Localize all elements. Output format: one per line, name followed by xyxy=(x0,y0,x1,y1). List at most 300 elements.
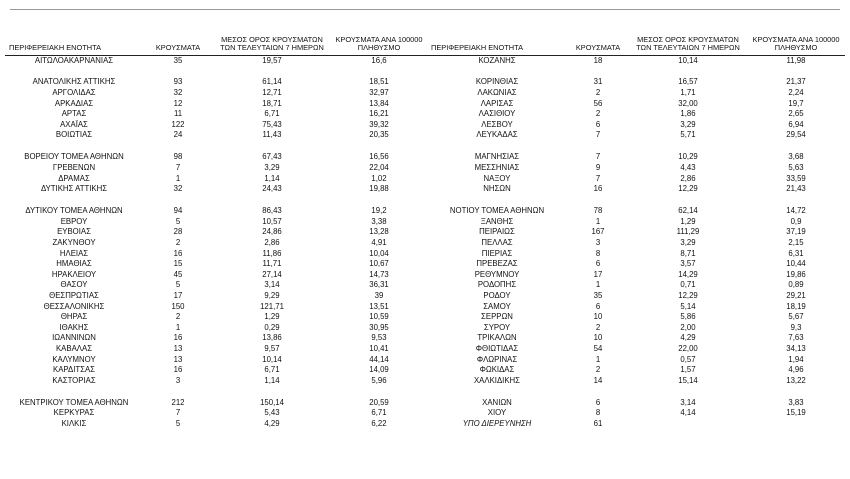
table-row xyxy=(5,163,845,174)
left-cases-cell: 16 xyxy=(173,365,183,375)
spacer-row xyxy=(5,195,845,206)
cases-by-region-table xyxy=(5,27,845,429)
table-row xyxy=(5,419,845,430)
right-per100k-cell: 29,54 xyxy=(786,130,806,140)
right-cases-cell: 7 xyxy=(595,173,601,183)
right-per100k-cell xyxy=(747,419,845,430)
left-region-cell: ΒΟΡΕΙΟΥ ΤΟΜΕΑ ΑΘΗΝΩΝ xyxy=(24,152,124,162)
spacer-row xyxy=(5,66,845,77)
right-per100k-cell: 3,68 xyxy=(788,152,804,162)
right-cases-cell: 1 xyxy=(595,216,601,226)
left-cases-cell: 5 xyxy=(175,280,181,290)
right-region-cell: ΚΟΡΙΝΘΙΑΣ xyxy=(475,77,519,87)
left-cases-cell: 98 xyxy=(173,152,183,162)
right-region-cell: ΧΑΛΚΙΔΙΚΗΣ xyxy=(473,375,520,385)
table-row xyxy=(5,88,845,99)
left-region-cell: ΘΗΡΑΣ xyxy=(60,312,88,322)
right-cases-cell: 16 xyxy=(593,184,603,194)
right-cases-cell: 8 xyxy=(595,248,601,258)
header-region-right: ΠΕΡΙΦΕΡΕΙΑΚΗ ΕΝΟΤΗΤΑ xyxy=(427,27,567,55)
right-per100k-cell: 15,19 xyxy=(786,408,806,418)
left-avg7-cell: 61,14 xyxy=(262,77,282,87)
left-region-cell: ΑΡΤΑΣ xyxy=(61,109,87,119)
header-avg7-left: ΜΕΣΟΣ ΟΡΟΣ ΚΡΟΥΣΜΑΤΩΝ ΤΩΝ ΤΕΛΕΥΤΑΙΩΝ 7 ΗΜΕΡΩΝ xyxy=(213,27,331,55)
right-cases-cell: 1 xyxy=(595,280,601,290)
right-cases-cell: 1 xyxy=(595,354,601,364)
table-row xyxy=(5,120,845,131)
right-per100k-cell: 11,98 xyxy=(786,55,806,65)
right-region-cell: ΛΑΡΙΣΑΣ xyxy=(480,98,514,108)
left-avg7-cell: 18,71 xyxy=(262,98,282,108)
header-cases-left: ΚΡΟΥΣΜΑΤΑ xyxy=(143,27,213,55)
spacer-cell xyxy=(5,66,845,77)
left-per100k-cell: 6,22 xyxy=(371,418,387,428)
right-avg7-cell: 1,29 xyxy=(680,216,696,226)
right-region-cell: ΡΕΘΥΜΝΟΥ xyxy=(474,269,520,279)
left-region-cell: ΕΥΒΟΙΑΣ xyxy=(57,227,91,237)
right-per100k-cell: 6,94 xyxy=(788,119,804,129)
right-region-cell: ΦΘΙΩΤΙΔΑΣ xyxy=(475,343,519,353)
left-avg7-cell: 3,14 xyxy=(264,280,280,290)
right-region-cell: ΠΡΕΒΕΖΑΣ xyxy=(476,259,518,269)
left-region-cell: ΑΡΓΟΛΙΔΑΣ xyxy=(52,88,96,98)
right-cases-cell: 7 xyxy=(595,152,601,162)
header-cases-right: ΚΡΟΥΣΜΑΤΑ xyxy=(567,27,629,55)
right-avg7-cell: 12,29 xyxy=(678,184,698,194)
table-row xyxy=(5,227,845,238)
right-avg7-cell: 5,86 xyxy=(680,312,696,322)
right-cases-cell: 2 xyxy=(595,322,601,332)
left-avg7-cell: 19,57 xyxy=(262,55,282,65)
right-cases-cell: 54 xyxy=(593,343,603,353)
right-avg7-cell: 8,71 xyxy=(680,248,696,258)
right-per100k-cell: 13,22 xyxy=(786,375,806,385)
left-region-cell: ΘΑΣΟΥ xyxy=(60,280,88,290)
left-region-cell: ΚΑΒΑΛΑΣ xyxy=(55,343,93,353)
right-per100k-cell: 5,67 xyxy=(788,312,804,322)
left-per100k-cell: 5,96 xyxy=(371,375,387,385)
right-cases-cell: 35 xyxy=(593,290,603,300)
left-cases-cell: 2 xyxy=(175,312,181,322)
right-region-cell: ΝΑΞΟΥ xyxy=(483,173,511,183)
left-avg7-cell: 1,14 xyxy=(264,173,280,183)
right-per100k-cell: 18,19 xyxy=(786,301,806,311)
left-avg7-cell: 13,86 xyxy=(262,333,282,343)
left-region-cell: ΚΑΣΤΟΡΙΑΣ xyxy=(52,375,96,385)
left-cases-cell: 11 xyxy=(173,109,183,119)
left-avg7-cell: 5,43 xyxy=(264,408,280,418)
table-row xyxy=(5,184,845,195)
table-row xyxy=(5,270,845,281)
left-per100k-cell: 10,59 xyxy=(369,312,389,322)
left-per100k-cell: 16,56 xyxy=(369,152,389,162)
right-cases-cell: 31 xyxy=(593,77,603,87)
left-avg7-cell: 86,43 xyxy=(262,206,282,216)
left-per100k-cell: 32,97 xyxy=(369,88,389,98)
left-region-cell: ΙΩΑΝΝΙΝΩΝ xyxy=(52,333,96,343)
left-cases-cell: 3 xyxy=(175,375,181,385)
left-avg7-cell: 11,86 xyxy=(262,248,282,258)
right-avg7-cell: 111,29 xyxy=(676,227,700,237)
left-cases-cell: 13 xyxy=(173,354,183,364)
right-region-cell: ΛΑΚΩΝΙΑΣ xyxy=(477,88,517,98)
left-region-cell: ΘΕΣΠΡΩΤΙΑΣ xyxy=(49,290,99,300)
left-cases-cell: 15 xyxy=(173,259,183,269)
right-region-cell: ΠΙΕΡΙΑΣ xyxy=(481,248,513,258)
right-per100k-cell: 1,94 xyxy=(788,354,804,364)
left-per100k-cell: 9,53 xyxy=(371,333,387,343)
right-per100k-cell: 34,13 xyxy=(786,343,806,353)
table-row xyxy=(5,365,845,376)
right-region-cell: ΝΟΤΙΟΥ ΤΟΜΕΑ ΑΘΗΝΩΝ xyxy=(449,206,545,216)
right-region-cell: ΦΩΚΙΔΑΣ xyxy=(479,365,515,375)
table-row xyxy=(5,130,845,141)
right-avg7-cell: 4,29 xyxy=(680,333,696,343)
left-avg7-cell: 3,29 xyxy=(264,163,280,173)
cases-table-container xyxy=(0,27,850,429)
left-cases-cell: 212 xyxy=(171,397,185,407)
left-avg7-cell: 67,43 xyxy=(262,152,282,162)
left-per100k-cell: 19,88 xyxy=(369,184,389,194)
left-per100k-cell: 36,31 xyxy=(369,280,389,290)
table-row xyxy=(5,333,845,344)
table-row xyxy=(5,77,845,88)
left-region-cell: ΗΛΕΙΑΣ xyxy=(59,248,89,258)
right-cases-cell: 9 xyxy=(595,163,601,173)
header-avg7-right: ΜΕΣΟΣ ΟΡΟΣ ΚΡΟΥΣΜΑΤΩΝ ΤΩΝ ΤΕΛΕΥΤΑΙΩΝ 7 ΗΜΕΡΩΝ xyxy=(629,27,747,55)
right-region-cell: ΦΛΩΡΙΝΑΣ xyxy=(476,354,518,364)
left-per100k-cell: 10,41 xyxy=(369,343,389,353)
right-avg7-cell: 5,71 xyxy=(680,130,696,140)
right-region-cell: ΛΕΣΒΟΥ xyxy=(481,119,513,129)
right-cases-cell: 2 xyxy=(595,109,601,119)
right-per100k-cell: 21,43 xyxy=(786,184,806,194)
left-cases-cell: 1 xyxy=(175,173,181,183)
right-per100k-cell: 5,63 xyxy=(788,163,804,173)
left-cases-cell: 32 xyxy=(173,184,183,194)
left-cases-cell: 28 xyxy=(173,227,183,237)
left-cases-cell: 1 xyxy=(175,322,181,332)
left-avg7-cell: 24,43 xyxy=(262,184,282,194)
right-region-cell: ΤΡΙΚΑΛΩΝ xyxy=(477,333,517,343)
left-avg7-cell: 11,71 xyxy=(262,259,282,269)
left-per100k-cell: 14,73 xyxy=(369,269,389,279)
left-cases-cell: 7 xyxy=(175,408,181,418)
left-avg7-cell: 24,86 xyxy=(262,227,282,237)
right-avg7-cell: 10,29 xyxy=(678,152,698,162)
right-region-cell: ΧΑΝΙΩΝ xyxy=(482,397,512,407)
table-row xyxy=(5,152,845,163)
top-rule xyxy=(10,9,840,10)
left-per100k-cell: 10,04 xyxy=(369,248,389,258)
left-region-cell: ΑΝΑΤΟΛΙΚΗΣ ΑΤΤΙΚΗΣ xyxy=(32,77,116,87)
left-per100k-cell: 3,38 xyxy=(371,216,387,226)
right-region-cell: ΞΑΝΘΗΣ xyxy=(480,216,514,226)
right-avg7-cell: 2,00 xyxy=(680,322,696,332)
left-avg7-cell: 9,57 xyxy=(264,343,280,353)
right-per100k-cell: 2,15 xyxy=(788,237,804,247)
spacer-row xyxy=(5,386,845,397)
table-row xyxy=(5,249,845,260)
left-cases-cell: 13 xyxy=(173,343,183,353)
left-region-cell: ΚΕΝΤΡΙΚΟΥ ΤΟΜΕΑ ΑΘΗΝΩΝ xyxy=(19,397,129,407)
table-row xyxy=(5,302,845,313)
left-cases-cell: 5 xyxy=(175,418,181,428)
left-cases-cell: 24 xyxy=(173,130,183,140)
left-cases-cell: 5 xyxy=(175,216,181,226)
left-region-cell: ΚΙΛΚΙΣ xyxy=(61,418,87,428)
right-region-cell: ΜΕΣΣΗΝΙΑΣ xyxy=(474,163,520,173)
table-row xyxy=(5,344,845,355)
right-cases-cell: 14 xyxy=(593,375,603,385)
right-avg7-cell: 5,14 xyxy=(680,301,696,311)
table-row xyxy=(5,280,845,291)
left-cases-cell: 45 xyxy=(173,269,183,279)
right-region-cell: ΧΙΟΥ xyxy=(487,408,507,418)
right-per100k-cell: 9,3 xyxy=(790,322,802,332)
left-avg7-cell: 0,29 xyxy=(264,322,280,332)
table-row xyxy=(5,174,845,185)
left-region-cell: ΑΧΑΪΑΣ xyxy=(60,119,88,129)
right-cases-cell: 2 xyxy=(595,365,601,375)
left-avg7-cell: 27,14 xyxy=(262,269,282,279)
left-per100k-cell: 16,21 xyxy=(369,109,389,119)
header-per100k-left: ΚΡΟΥΣΜΑΤΑ ΑΝΑ 100000 ΠΛΗΘΥΣΜΟ xyxy=(331,27,427,55)
right-avg7-cell: 4,14 xyxy=(680,408,696,418)
left-region-cell: ΖΑΚΥΝΘΟΥ xyxy=(52,237,96,247)
right-per100k-cell: 4,96 xyxy=(788,365,804,375)
right-avg7-cell: 1,57 xyxy=(680,365,696,375)
left-cases-cell: 94 xyxy=(173,206,183,216)
table-row xyxy=(5,55,845,66)
left-region-cell: ΚΑΡΔΙΤΣΑΣ xyxy=(53,365,95,375)
right-per100k-cell: 7,63 xyxy=(788,333,804,343)
left-cases-cell: 93 xyxy=(173,77,183,87)
right-avg7-cell: 4,43 xyxy=(680,163,696,173)
table-row xyxy=(5,376,845,387)
left-cases-cell: 122 xyxy=(171,119,185,129)
left-per100k-cell: 16,6 xyxy=(371,55,387,65)
left-region-cell: ΒΟΙΩΤΙΑΣ xyxy=(55,130,93,140)
left-region-cell: ΓΡΕΒΕΝΩΝ xyxy=(52,163,96,173)
right-avg7-cell: 10,14 xyxy=(678,55,698,65)
spacer-row xyxy=(5,141,845,152)
left-region-cell: ΔΡΑΜΑΣ xyxy=(58,173,90,183)
right-per100k-cell: 2,65 xyxy=(788,109,804,119)
left-avg7-cell: 150,14 xyxy=(260,397,284,407)
right-avg7-cell: 12,29 xyxy=(678,290,698,300)
right-avg7-cell: 2,86 xyxy=(680,173,696,183)
right-avg7-cell: 0,57 xyxy=(680,354,696,364)
left-avg7-cell: 6,71 xyxy=(264,109,280,119)
right-avg7-cell: 1,71 xyxy=(680,88,696,98)
left-avg7-cell: 1,29 xyxy=(264,312,280,322)
right-per100k-cell: 10,44 xyxy=(786,259,806,269)
table-row xyxy=(5,408,845,419)
right-per100k-cell: 37,19 xyxy=(786,227,806,237)
left-per100k-cell: 1,02 xyxy=(371,173,387,183)
right-cases-cell: 78 xyxy=(593,206,603,216)
header-region-left: ΠΕΡΙΦΕΡΕΙΑΚΗ ΕΝΟΤΗΤΑ xyxy=(5,27,143,55)
left-avg7-cell: 6,71 xyxy=(264,365,280,375)
right-region-cell: ΡΟΔΟΥ xyxy=(483,290,511,300)
right-cases-cell: 3 xyxy=(595,237,601,247)
right-per100k-cell: 19,86 xyxy=(786,269,806,279)
left-region-cell: ΙΘΑΚΗΣ xyxy=(59,322,89,332)
left-cases-cell: 16 xyxy=(173,248,183,258)
right-per100k-cell: 2,24 xyxy=(788,88,804,98)
right-region-cell: ΜΑΓΝΗΣΙΑΣ xyxy=(474,152,520,162)
right-cases-cell: 8 xyxy=(595,408,601,418)
table-row xyxy=(5,291,845,302)
table-row xyxy=(5,312,845,323)
left-avg7-cell: 4,29 xyxy=(264,418,280,428)
right-cases-cell: 10 xyxy=(593,312,603,322)
right-avg7-cell: 1,86 xyxy=(680,109,696,119)
table-row xyxy=(5,355,845,366)
left-per100k-cell: 10,67 xyxy=(369,259,389,269)
right-avg7-cell: 3,14 xyxy=(680,397,696,407)
left-per100k-cell: 14,09 xyxy=(369,365,389,375)
right-avg7-cell: 62,14 xyxy=(678,206,698,216)
right-avg7-cell: 0,71 xyxy=(680,280,696,290)
right-per100k-cell: 0,89 xyxy=(788,280,804,290)
right-region-cell: ΠΕΙΡΑΙΩΣ xyxy=(479,227,515,237)
table-row xyxy=(5,259,845,270)
table-body xyxy=(5,55,845,429)
left-cases-cell: 32 xyxy=(173,88,183,98)
table-row xyxy=(5,238,845,249)
right-region-cell: ΠΕΛΛΑΣ xyxy=(481,237,513,247)
left-region-cell: ΗΡΑΚΛΕΙΟΥ xyxy=(51,269,97,279)
left-per100k-cell: 13,28 xyxy=(369,227,389,237)
left-region-cell: ΗΜΑΘΙΑΣ xyxy=(56,259,92,269)
left-cases-cell: 7 xyxy=(175,163,181,173)
left-avg7-cell: 12,71 xyxy=(262,88,282,98)
table-row xyxy=(5,398,845,409)
right-per100k-cell: 33,59 xyxy=(786,173,806,183)
right-region-cell: ΝΗΣΩΝ xyxy=(483,184,511,194)
right-cases-cell: 6 xyxy=(595,397,601,407)
right-region-cell: ΥΠΟ ΔΙΕΡΕΥΝΗΣΗ xyxy=(462,418,532,428)
right-avg7-cell: 14,29 xyxy=(678,269,698,279)
right-avg7-cell: 15,14 xyxy=(678,375,698,385)
right-avg7-cell: 3,57 xyxy=(680,259,696,269)
left-cases-cell: 12 xyxy=(173,98,183,108)
left-avg7-cell: 9,29 xyxy=(264,290,280,300)
left-per100k-cell: 39,32 xyxy=(369,119,389,129)
right-cases-cell: 7 xyxy=(595,130,601,140)
left-cases-cell: 17 xyxy=(173,290,183,300)
right-avg7-cell: 3,29 xyxy=(680,119,696,129)
left-per100k-cell: 20,35 xyxy=(369,130,389,140)
right-per100k-cell: 19,7 xyxy=(788,98,804,108)
left-per100k-cell: 20,59 xyxy=(369,397,389,407)
table-row xyxy=(5,206,845,217)
left-per100k-cell: 22,04 xyxy=(369,163,389,173)
right-per100k-cell: 21,37 xyxy=(786,77,806,87)
right-cases-cell: 61 xyxy=(593,418,603,428)
spacer-cell xyxy=(5,195,845,206)
left-avg7-cell: 10,14 xyxy=(262,354,282,364)
left-avg7-cell: 2,86 xyxy=(264,237,280,247)
right-per100k-cell: 29,21 xyxy=(786,290,806,300)
right-region-cell: ΣΑΜΟΥ xyxy=(483,301,511,311)
right-region-cell: ΚΟΖΑΝΗΣ xyxy=(478,55,516,65)
right-region-cell: ΣΕΡΡΩΝ xyxy=(481,312,513,322)
right-avg7-cell xyxy=(629,419,747,430)
right-cases-cell: 56 xyxy=(593,98,603,108)
right-avg7-cell: 3,29 xyxy=(680,237,696,247)
left-cases-cell: 16 xyxy=(173,333,183,343)
left-avg7-cell: 11,43 xyxy=(262,130,282,140)
left-region-cell: ΚΑΛΥΜΝΟΥ xyxy=(52,354,96,364)
left-per100k-cell: 6,71 xyxy=(371,408,387,418)
right-region-cell: ΡΟΔΟΠΗΣ xyxy=(477,280,517,290)
left-region-cell: ΔΥΤΙΚΟΥ ΤΟΜΕΑ ΑΘΗΝΩΝ xyxy=(25,206,123,216)
left-per100k-cell: 13,51 xyxy=(369,301,389,311)
right-cases-cell: 18 xyxy=(593,55,603,65)
spacer-cell xyxy=(5,141,845,152)
left-avg7-cell: 1,14 xyxy=(264,375,280,385)
table-row xyxy=(5,217,845,228)
left-avg7-cell: 75,43 xyxy=(262,119,282,129)
left-region-cell: ΑΡΚΑΔΙΑΣ xyxy=(54,98,94,108)
right-region-cell: ΣΥΡΟΥ xyxy=(483,322,511,332)
spacer-cell xyxy=(5,386,845,397)
left-per100k-cell: 18,51 xyxy=(369,77,389,87)
header-per100k-right: ΚΡΟΥΣΜΑΤΑ ΑΝΑ 100000 ΠΛΗΘΥΣΜΟ xyxy=(747,27,845,55)
left-region-cell: ΑΙΤΩΛΟΑΚΑΡΝΑΝΙΑΣ xyxy=(34,55,114,65)
left-cases-cell: 150 xyxy=(171,301,185,311)
left-per100k-cell: 39 xyxy=(374,290,384,300)
left-region-cell: ΘΕΣΣΑΛΟΝΙΚΗΣ xyxy=(43,301,105,311)
right-avg7-cell: 16,57 xyxy=(678,77,698,87)
right-cases-cell: 6 xyxy=(595,301,601,311)
right-region-cell: ΛΑΣΙΘΙΟΥ xyxy=(478,109,516,119)
left-cases-cell: 2 xyxy=(175,237,181,247)
right-cases-cell: 17 xyxy=(593,269,603,279)
left-region-cell: ΚΕΡΚΥΡΑΣ xyxy=(53,408,95,418)
right-cases-cell: 2 xyxy=(595,88,601,98)
right-per100k-cell: 6,31 xyxy=(788,248,804,258)
table-row xyxy=(5,99,845,110)
left-cases-cell: 35 xyxy=(173,55,183,65)
right-per100k-cell: 0,9 xyxy=(790,216,802,226)
right-region-cell: ΛΕΥΚΑΔΑΣ xyxy=(476,130,518,140)
right-cases-cell: 6 xyxy=(595,259,601,269)
header-row xyxy=(5,27,845,55)
right-cases-cell: 167 xyxy=(591,227,605,237)
right-per100k-cell: 14,72 xyxy=(786,206,806,216)
right-avg7-cell: 32,00 xyxy=(678,98,698,108)
left-avg7-cell: 121,71 xyxy=(260,301,284,311)
left-region-cell: ΔΥΤΙΚΗΣ ΑΤΤΙΚΗΣ xyxy=(40,184,108,194)
table-row xyxy=(5,109,845,120)
left-per100k-cell: 19,2 xyxy=(371,206,387,216)
left-per100k-cell: 13,84 xyxy=(369,98,389,108)
right-per100k-cell: 3,83 xyxy=(788,397,804,407)
left-per100k-cell: 44,14 xyxy=(369,354,389,364)
left-per100k-cell: 30,95 xyxy=(369,322,389,332)
right-avg7-cell: 22,00 xyxy=(678,343,698,353)
right-cases-cell: 10 xyxy=(593,333,603,343)
left-region-cell: ΕΒΡΟΥ xyxy=(60,216,88,226)
left-per100k-cell: 4,91 xyxy=(371,237,387,247)
right-cases-cell: 6 xyxy=(595,119,601,129)
left-avg7-cell: 10,57 xyxy=(262,216,282,226)
table-row xyxy=(5,323,845,334)
